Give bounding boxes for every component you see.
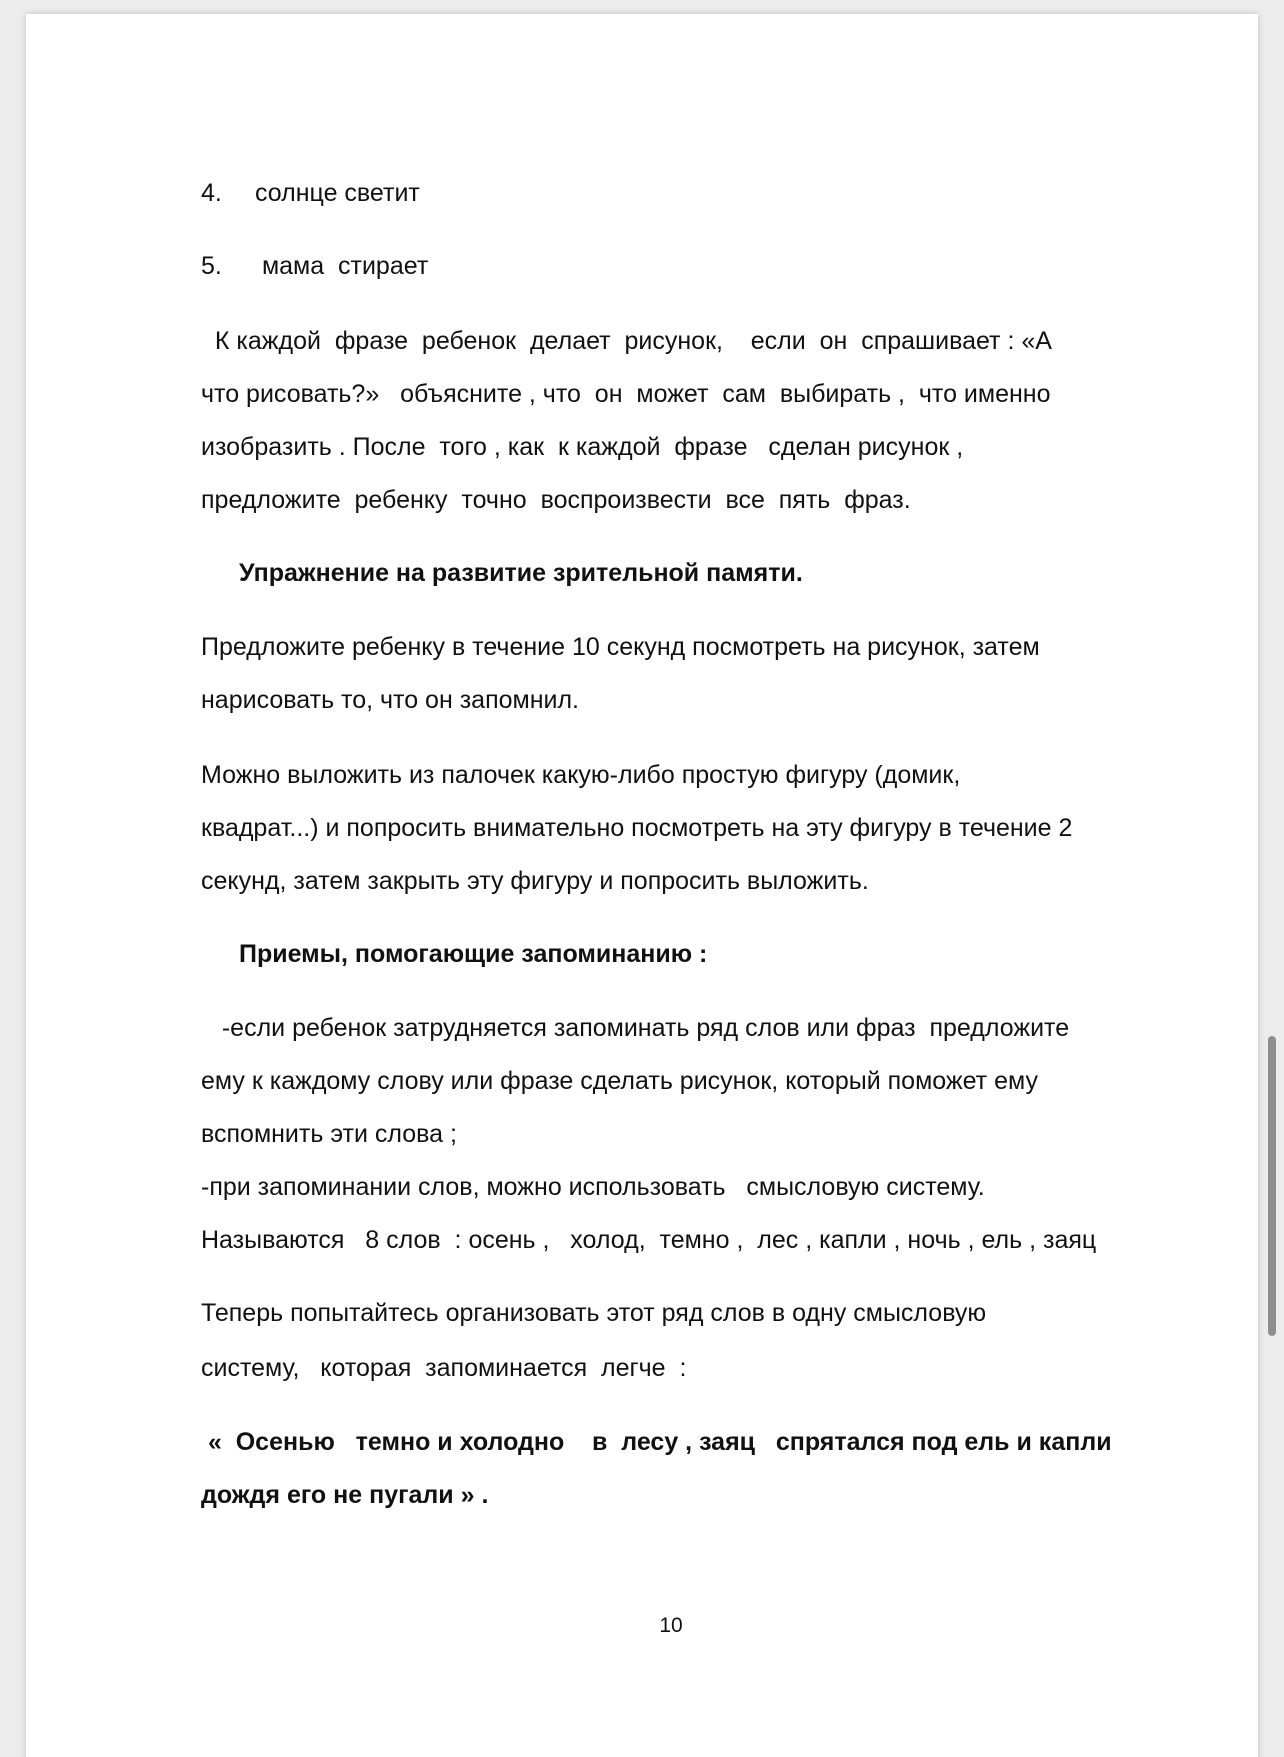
page-number: 10 [659,1614,683,1637]
paragraph-line: Называются 8 слов : осень , холод, темно , лес , капли , ночь , ель , заяц [201,1226,1097,1254]
quote-line: дождя его не пугали » . [201,1481,489,1509]
list-item-text: солнце светит [255,179,420,207]
list-item-text: мама стирает [255,252,429,280]
list-item-number: 5. [201,252,222,280]
list-item [201,178,420,208]
paragraph-line: что рисовать?» объясните , что он может сам выбирать , что именно [201,380,1051,408]
paragraph-line: предложите ребенку точно воспроизвести все пять фраз. [201,486,911,514]
paragraph-line: вспомнить эти слова ; [201,1120,457,1148]
paragraph-line: систему, которая запоминается легче : [201,1354,687,1382]
quote-line: « Осенью темно и холодно в лесу , заяц спрятался под ель и капли [201,1428,1112,1456]
scrollbar-thumb[interactable] [1268,1036,1276,1336]
paragraph-line: ему к каждому слову или фразе сделать рисунок, который поможет ему [201,1067,1038,1095]
paragraph-line: квадрат...) и попросить внимательно посмотреть на эту фигуру в течение 2 [201,814,1073,842]
list-item [201,251,428,281]
document-page [26,14,1258,1757]
paragraph-line: изобразить . После того , как к каждой фразе сделан рисунок , [201,433,964,461]
paragraph-line: -при запоминании слов, можно использовать смысловую систему. [201,1173,985,1201]
paragraph-line: -если ребенок затрудняется запоминать ряд слов или фраз предложите [201,1014,1070,1042]
paragraph-line: Предложите ребенку в течение 10 секунд посмотреть на рисунок, затем [201,633,1040,661]
paragraph-line: Можно выложить из палочек какую-либо простую фигуру (домик, [201,761,961,789]
paragraph-line: нарисовать то, что он запомнил. [201,686,580,714]
paragraph-line: секунд, затем закрыть эту фигуру и попросить выложить. [201,867,869,895]
paragraph-line: Теперь попытайтесь организовать этот ряд слов в одну смысловую [201,1299,987,1327]
list-item-number: 4. [201,179,222,207]
section-heading: Приемы, помогающие запоминанию : [239,940,708,968]
paragraph-line: К каждой фразе ребенок делает рисунок, если он спрашивает : «А [201,327,1052,355]
section-heading: Упражнение на развитие зрительной памяти. [239,559,803,587]
